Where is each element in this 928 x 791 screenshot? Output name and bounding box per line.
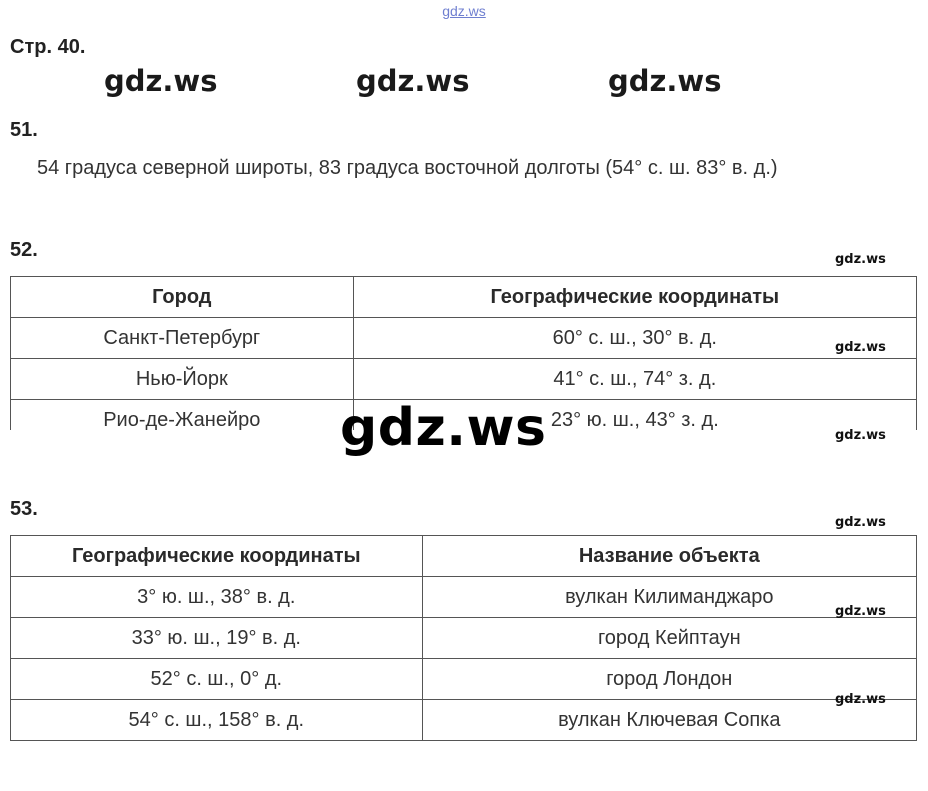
watermark-large: gdz.ws — [104, 64, 218, 98]
watermark-small: gdz.ws — [835, 340, 886, 355]
task-51-answer: 54 градуса северной широты, 83 градуса восточной долготы (54° с. ш. 83° в. д.) — [37, 157, 778, 179]
coordinates-cell: 23° ю. ш., 43° з. д. — [353, 400, 916, 441]
table-row — [11, 359, 917, 400]
coordinates-cell: 3° ю. ш., 38° в. д. — [11, 577, 423, 618]
coordinates-cell: 33° ю. ш., 19° в. д. — [11, 618, 423, 659]
city-cell: Санкт-Петербург — [11, 318, 354, 359]
header-city: Город — [11, 277, 354, 318]
object-name-cell: вулкан Ключевая Сопка — [422, 700, 916, 741]
header-coordinates: Географические координаты — [11, 536, 423, 577]
page-reference: Стр. 40. — [10, 36, 86, 58]
city-cell: Рио-де-Жанейро — [11, 400, 354, 441]
table-row — [11, 700, 917, 741]
table-row — [11, 318, 917, 359]
watermark-large: gdz.ws — [608, 64, 722, 98]
table-row — [11, 577, 917, 618]
coordinates-cell: 52° с. ш., 0° д. — [11, 659, 423, 700]
watermark-small: gdz.ws — [835, 604, 886, 619]
object-name-cell: вулкан Килиманджаро — [422, 577, 916, 618]
table-header-row — [11, 536, 917, 577]
task-51-number: 51. — [10, 119, 38, 141]
watermark-center: gdz.ws — [340, 398, 547, 458]
coordinates-cell: 54° с. ш., 158° в. д. — [11, 700, 423, 741]
object-name-cell: город Кейптаун — [422, 618, 916, 659]
header-coordinates: Географические координаты — [353, 277, 916, 318]
watermark-small: gdz.ws — [835, 252, 886, 267]
watermark-small: gdz.ws — [835, 428, 886, 443]
city-cell: Нью-Йорк — [11, 359, 354, 400]
watermark-small: gdz.ws — [835, 515, 886, 530]
table-row — [11, 618, 917, 659]
watermark-small: gdz.ws — [835, 692, 886, 707]
object-name-cell: город Лондон — [422, 659, 916, 700]
coordinates-cell: 41° с. ш., 74° з. д. — [353, 359, 916, 400]
watermark-top-link[interactable]: gdz.ws — [442, 3, 486, 19]
task-53-number: 53. — [10, 498, 38, 520]
table-header-row — [11, 277, 917, 318]
task-53-table — [10, 535, 917, 741]
watermark-large: gdz.ws — [356, 64, 470, 98]
table-row — [11, 659, 917, 700]
task-52-number: 52. — [10, 239, 38, 261]
coordinates-cell: 60° с. ш., 30° в. д. — [353, 318, 916, 359]
header-object-name: Название объекта — [422, 536, 916, 577]
